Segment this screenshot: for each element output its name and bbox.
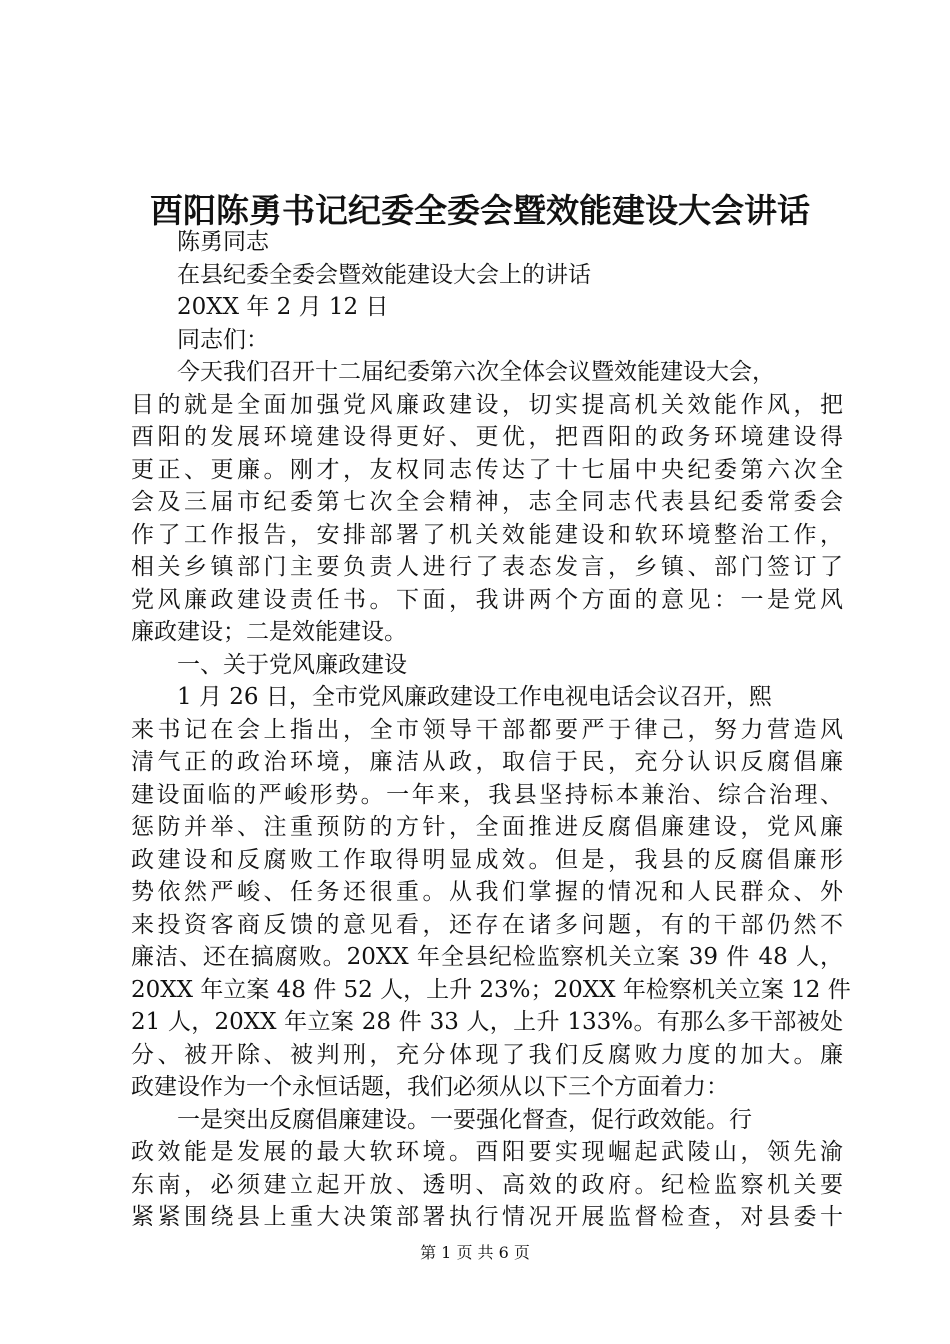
speaker-line: 陈勇同志 <box>177 229 269 255</box>
paragraph1-line: 廉政建设；二是效能建设。 <box>131 619 407 645</box>
date-line: 20XX 年 2 月 12 日 <box>177 294 389 320</box>
paragraph3-line: 一是突出反腐倡廉建设。一要强化督查，促行政效能。行 <box>177 1106 752 1133</box>
paragraph2-line: 20XX 年立案 48 件 52 人，上升 23%；20XX 年检察机关立案 12 件 <box>131 976 851 1003</box>
document-body <box>131 226 851 1234</box>
paragraph1-line: 酉阳的发展环境建设得更好、更优，把酉阳的政务环境建设得 <box>131 424 843 450</box>
paragraph2-line: 建设面临的严峻形势。一年来，我县坚持标本兼治、综合治理、 <box>131 781 843 808</box>
salutation-line: 同志们： <box>177 326 269 353</box>
paragraph2-line: 势依然严峻、任务还很重。从我们掌握的情况和人民群众、外 <box>131 879 843 905</box>
document-title: 酉阳陈勇书记纪委全委会暨效能建设大会讲话 <box>150 191 810 230</box>
paragraph1-line: 今天我们召开十二届纪委第六次全体会议暨效能建设大会， <box>177 359 775 385</box>
paragraph3-line: 东南，必须建立起开放、透明、高效的政府。纪检监察机关要 <box>131 1171 843 1198</box>
paragraph2-line: 清气正的政治环境，廉洁从政，取信于民，充分认识反腐倡廉 <box>131 749 843 775</box>
paragraph1-line: 目的就是全面加强党风廉政建设，切实提高机关效能作风，把 <box>131 391 843 418</box>
paragraph2-line: 政建设作为一个永恒话题，我们必须从以下三个方面着力： <box>131 1074 729 1100</box>
paragraph2-line: 政建设和反腐败工作取得明显成效。但是，我县的反腐倡廉形 <box>131 846 843 873</box>
paragraph2-line: 惩防并举、注重预防的方针，全面推进反腐倡廉建设，党风廉 <box>131 814 843 840</box>
subtitle-line: 在县纪委全委会暨效能建设大会上的讲话 <box>177 261 591 288</box>
paragraph1-line: 党风廉政建设责任书。下面，我讲两个方面的意见：一是党风 <box>131 586 843 613</box>
paragraph2-line: 廉洁、还在搞腐败。20XX 年全县纪检监察机关立案 39 件 48 人， <box>131 944 843 970</box>
page-footer: 第 1 页 共 6 页 <box>420 1243 530 1262</box>
paragraph1-line: 会及三届市纪委第七次全会精神，志全同志代表县纪委常委会 <box>131 489 843 515</box>
paragraph2-line: 1 月 26 日，全市党风廉政建设工作电视电话会议召开，熙 <box>177 684 772 710</box>
section-heading: 一、关于党风廉政建设 <box>177 651 407 678</box>
paragraph2-line: 21 人，20XX 年立案 28 件 33 人，上升 133%。有那么多干部被处 <box>131 1009 843 1035</box>
paragraph2-line: 来投资客商反馈的意见看，还存在诸多问题，有的干部仍然不 <box>131 911 843 938</box>
paragraph3-line: 政效能是发展的最大软环境。酉阳要实现崛起武陵山，领先渝 <box>131 1139 843 1165</box>
paragraph2-line: 分、被开除、被判刑，充分体现了我们反腐败力度的加大。廉 <box>131 1041 843 1068</box>
paragraph1-line: 更正、更廉。刚才，友权同志传达了十七届中央纪委第六次全 <box>131 456 843 483</box>
paragraph3-line: 紧紧围绕县上重大决策部署执行情况开展监督检查，对县委十 <box>131 1204 843 1230</box>
paragraph2-line: 来书记在会上指出，全市领导干部都要严于律己，努力营造风 <box>131 716 843 743</box>
paragraph1-line: 作了工作报告，安排部署了机关效能建设和软环境整治工作， <box>131 521 843 548</box>
paragraph1-line: 相关乡镇部门主要负责人进行了表态发言，乡镇、部门签订了 <box>131 554 843 580</box>
